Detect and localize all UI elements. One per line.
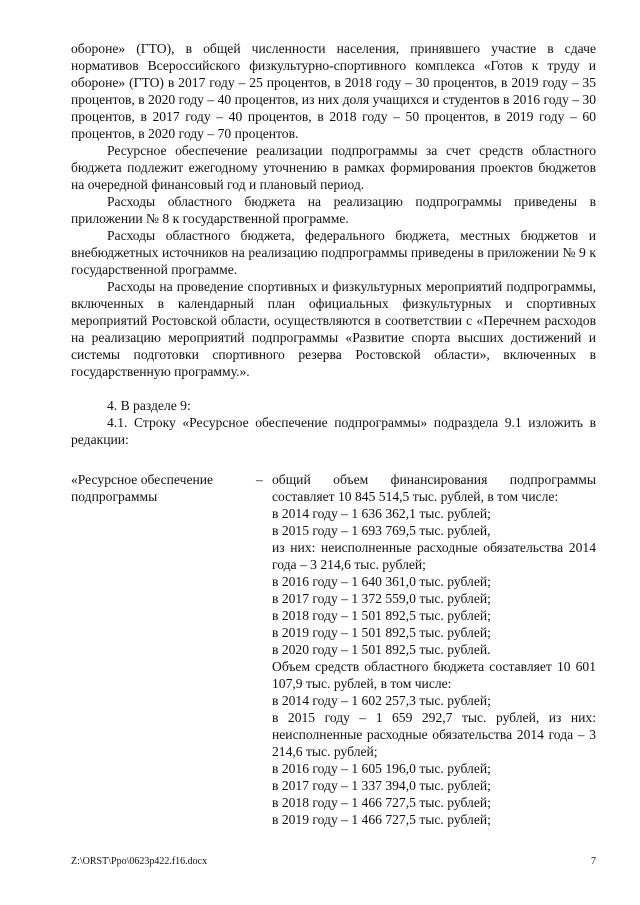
document-body: [71, 40, 596, 828]
paragraph-resource-clarification: Ресурсное обеспечение реализации подпрограммы за счет средств областного бюджета подлежит ежегодному уточнению в рамках формирования проектов бюджетов на очередной финансовый год и плановый период.: [71, 143, 596, 192]
funding-line: в 2014 году – 1 636 362,1 тыс. рублей;: [272, 506, 491, 521]
funding-line: Объем средств областного бюджета составляет 10 601 107,9 тыс. рублей, в том числе:: [272, 659, 596, 691]
section-heading: 4. В разделе 9:: [107, 398, 191, 413]
funding-line: в 2016 году – 1 640 361,0 тыс. рублей;: [272, 574, 491, 589]
funding-line: в 2018 году – 1 501 892,5 тыс. рублей;: [272, 608, 491, 623]
funding-line: в 2015 году – 1 659 292,7 тыс. рублей, из них: неисполненные расходные обязательства 2014 года – 3 214,6 тыс. рублей;: [272, 710, 596, 759]
funding-line: в 2017 году – 1 337 394,0 тыс. рублей;: [272, 778, 491, 793]
funding-line: в 2019 году – 1 466 727,5 тыс. рублей;: [272, 812, 491, 827]
funding-line: в 2017 году – 1 372 559,0 тыс. рублей;: [272, 591, 491, 606]
funding-line: в 2015 году – 1 693 769,5 тыс. рублей,: [272, 523, 491, 538]
paragraph-appendix-8: Расходы областного бюджета на реализацию подпрограммы приведены в приложении № 8 к государственной программе.: [71, 194, 596, 226]
funding-line: в 2014 году – 1 602 257,3 тыс. рублей;: [272, 693, 491, 708]
spacer: [71, 448, 596, 465]
funding-line: из них: неисполненные расходные обязательства 2014 года – 3 214,6 тыс. рублей;: [272, 540, 596, 572]
resource-table-row: [71, 471, 596, 828]
subsection-instruction: 4.1. Строку «Ресурсное обеспечение подпрограммы» подраздела 9.1 изложить в редакции:: [71, 415, 596, 447]
resource-row-label: «Ресурсное обеспечение подпрограммы: [71, 472, 214, 504]
paragraph-appendix-9: Расходы областного бюджета, федерального бюджета, местных бюджетов и внебюджетных источников на реализацию подпрограммы приведены в приложении № 9 к государственной программе.: [71, 228, 596, 277]
page-footer: [71, 856, 596, 867]
resource-row-dash: –: [256, 472, 263, 487]
page-number: 7: [591, 856, 596, 867]
paragraph-gto-indicators: обороне» (ГТО), в общей численности населения, принявшего участие в сдаче нормативов Всероссийского физкультурно-спортивного комплекса «Готов к труду и обороне» (ГТО) в 2017 году – 25 процентов, в 2018 году – 30 процентов, в 2019 году – 35 процентов, в 2020 году – 40 процентов, из них доля учащихся и студентов в 2016 году – 30 процентов, в 2017 году – 40 процентов, в 2018 году – 50 процентов, в 2019 году – 60 процентов, в 2020 году – 70 процентов.: [71, 41, 597, 141]
funding-line: общий объем финансирования подпрограммы составляет 10 845 514,5 тыс. рублей, в том числе:: [272, 472, 596, 504]
resource-row-values: [272, 471, 596, 828]
funding-line: в 2020 году – 1 501 892,5 тыс. рублей.: [272, 642, 491, 657]
funding-line: в 2018 году – 1 466 727,5 тыс. рублей;: [272, 795, 491, 810]
funding-line: в 2019 году – 1 501 892,5 тыс. рублей;: [272, 625, 491, 640]
file-path: Z:\ORST\Ppo\0623p422.f16.docx: [71, 856, 208, 867]
paragraph-sport-events: Расходы на проведение спортивных и физкультурных мероприятий подпрограммы, включенных в календарный план официальных физкультурных и спортивных мероприятий Ростовской области, осуществляются в соответствии с «Перечнем расходов на реализацию мероприятий подпрограммы «Развитие спорта высших достижений и системы подготовки спортивного резерва Ростовской области», включенных в государственную программу.».: [71, 279, 596, 379]
spacer: [71, 380, 596, 397]
funding-line: в 2016 году – 1 605 196,0 тыс. рублей;: [272, 761, 491, 776]
